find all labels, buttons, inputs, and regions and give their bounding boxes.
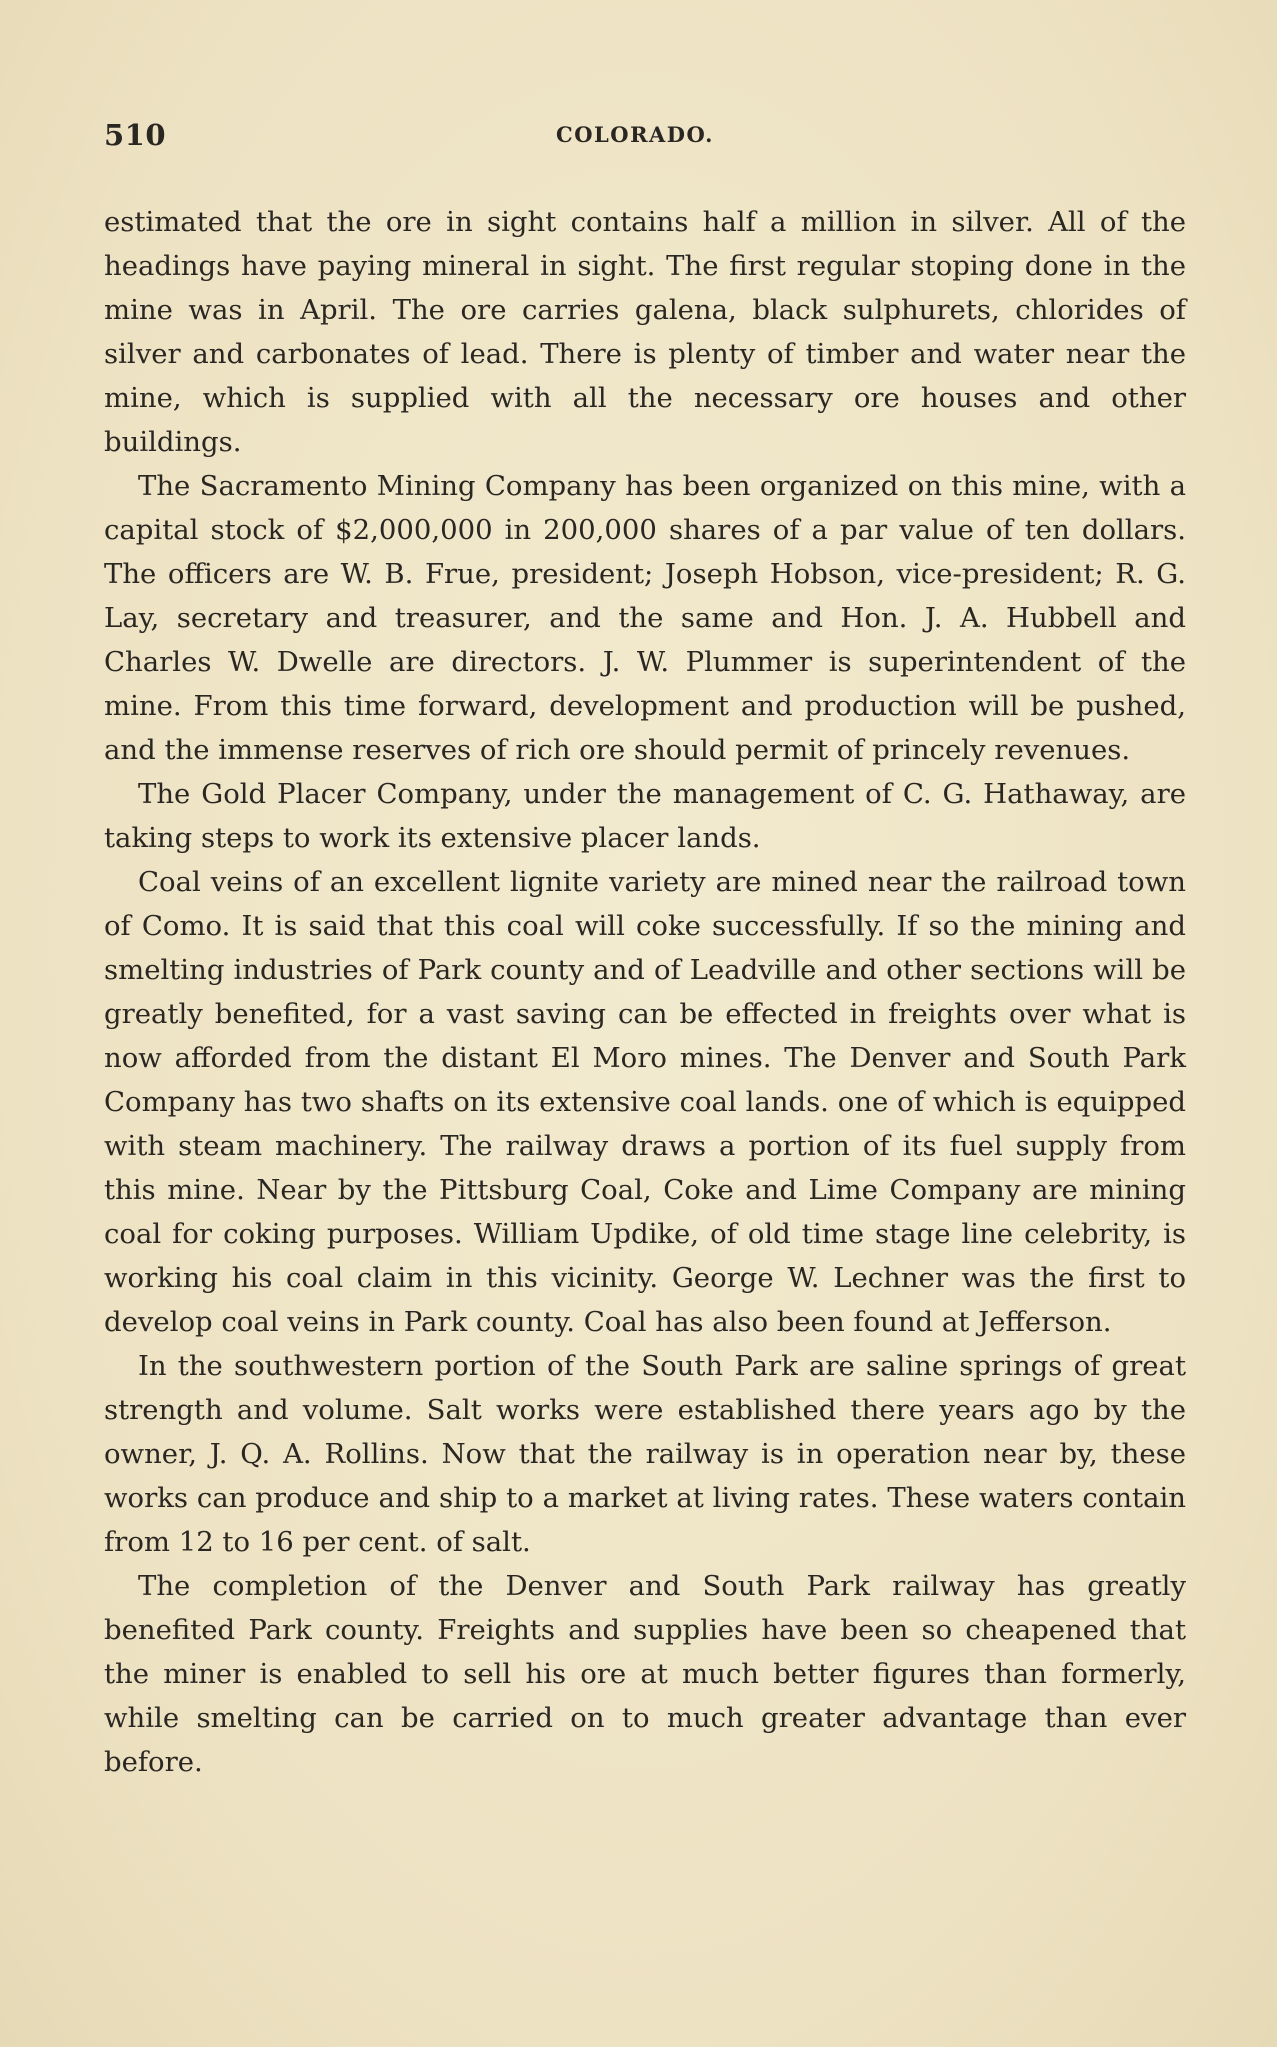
paragraph-continued: estimated that the ore in sight contains half a million in silver. All of the headings have paying mineral in sight. The first regular stoping done in the mine was in April. The ore carries galena, black sulphurets, chlorides of silver and carbonates of lead. There is plenty of timber and water near the mine, which is supplied with all the necessary ore houses and other buildings.	[104, 206, 1186, 458]
paragraph-saline-springs: In the southwestern portion of the South Park are saline springs of great strength and volume. Salt works were established there years ago by the owner, J. Q. A. Rollins. Now that the railway is in operation near by, these works can produce and ship to a market at living rates. These waters contain from 12 to 16 per cent. of salt.	[104, 1350, 1186, 1558]
running-title: COLORADO.	[556, 122, 714, 147]
paragraph-gold-placer: The Gold Placer Company, under the management of C. G. Hathaway, are taking steps to work its extensive placer lands.	[104, 778, 1186, 854]
paragraph-coal-veins: Coal veins of an excellent lignite variety are mined near the railroad town of Como. It is said that this coal will coke successfully. If so the mining and smelting industries of Park county and of Leadville and other sections will be greatly benefited, for a vast saving can be effected in freights over what is now afforded from the distant El Moro mines. The Denver and South Park Company has two shafts on its extensive coal lands. one of which is equipped with steam machinery. The railway draws a portion of its fuel supply from this mine. Near by the Pittsburg Coal, Coke and Lime Company are mining coal for coking purposes. William Updike, of old time stage line celebrity, is working his coal claim in this vicinity. George W. Lechner was the first to develop coal veins in Park county. Coal has also been found at Jefferson.	[104, 866, 1186, 1338]
running-head	[104, 118, 1186, 158]
page-number: 510	[104, 118, 167, 152]
body-text	[104, 200, 1186, 1784]
paragraph-railway: The completion of the Denver and South Park railway has greatly benefited Park county. Freights and supplies have been so cheapened that the miner is enabled to sell his ore at much better figures than formerly, while smelting can be carried on to much greater advantage than ever before.	[104, 1570, 1186, 1778]
paragraph-sacramento-mining: The Sacramento Mining Company has been organized on this mine, with a capital stock of $2,000,000 in 200,000 shares of a par value of ten dollars. The officers are W. B. Frue, president; Joseph Hobson, vice-president; R. G. Lay, secretary and treasurer, and the same and Hon. J. A. Hubbell and Charles W. Dwelle are directors. J. W. Plummer is superintendent of the mine. From this time forward, development and production will be pushed, and the immense reserves of rich ore should permit of princely revenues.	[104, 470, 1186, 766]
